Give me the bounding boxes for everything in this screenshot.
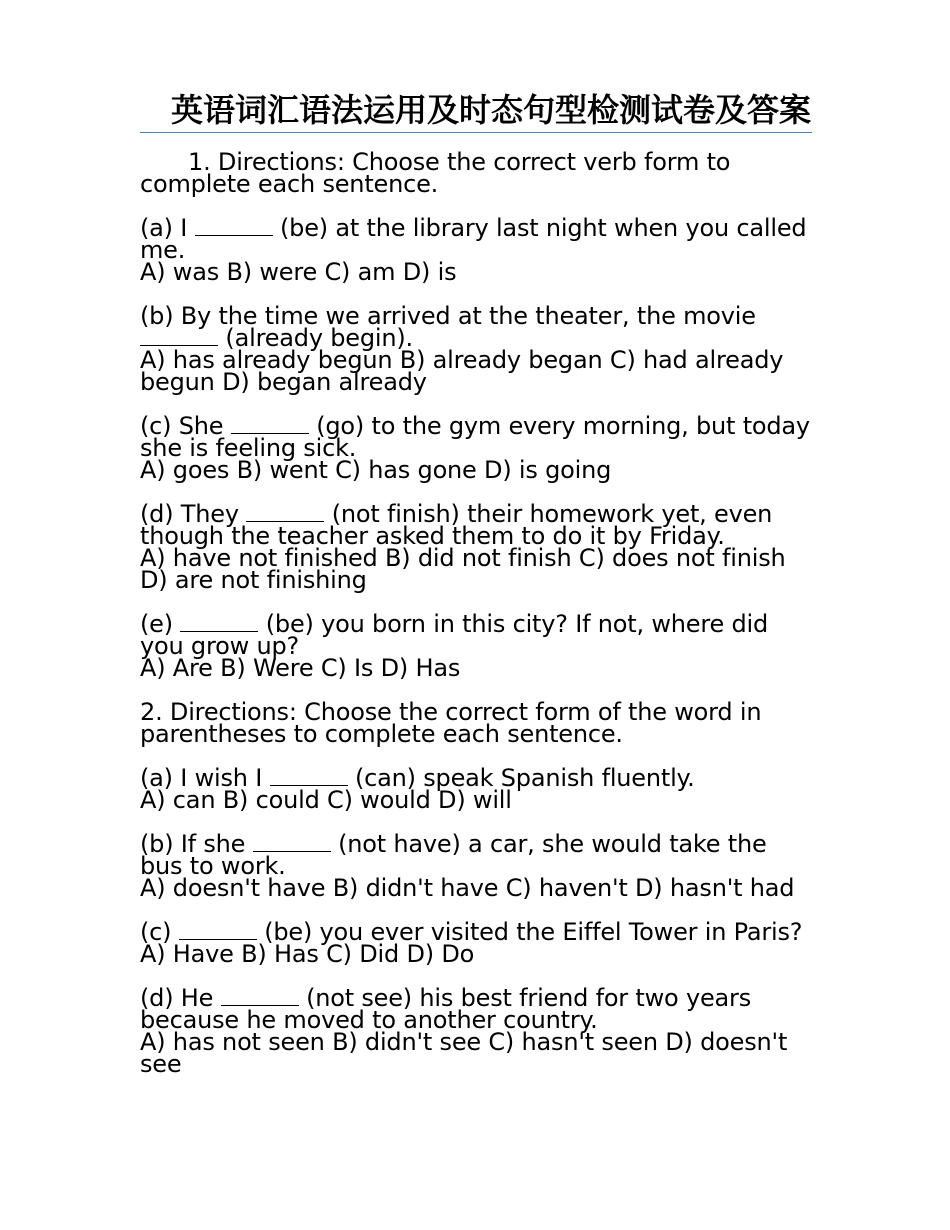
question-stem: (d) He (not see) his best friend for two years because he moved to another country.	[140, 984, 752, 1034]
question-block	[140, 764, 812, 814]
answer-options: A) Are B) Were C) Is D) Has	[140, 654, 461, 682]
question-stem: (e) (be) you born in this city? If not, where did you grow up?	[140, 610, 769, 660]
question-block	[140, 500, 812, 594]
question-block	[140, 918, 812, 968]
question-stem: (c) (be) you ever visited the Eiffel Tower in Paris?	[140, 918, 803, 946]
answer-blank	[140, 329, 218, 346]
question-stem: (c) She (go) to the gym every morning, but today she is feeling sick.	[140, 412, 810, 462]
answer-options: A) has already begun B) already began C) had already begun D) began already	[140, 346, 784, 396]
section2-directions: 2. Directions: Choose the correct form of the word in parentheses to complete each sentence.	[140, 698, 762, 748]
question-block	[140, 984, 812, 1078]
question-block	[140, 214, 812, 286]
section1-directions: 1. Directions: Choose the correct verb form to complete each sentence.	[140, 148, 731, 198]
answer-options: A) goes B) went C) has gone D) is going	[140, 456, 612, 484]
question-block	[140, 302, 812, 396]
answer-blank	[270, 769, 348, 786]
question-stem: (b) If she (not have) a car, she would take the bus to work.	[140, 830, 767, 880]
answer-blank	[179, 923, 257, 940]
answer-options: A) doesn't have B) didn't have C) haven't D) hasn't had	[140, 874, 795, 902]
question-stem: (b) By the time we arrived at the theater, the movie (already begin).	[140, 302, 756, 352]
title-divider	[140, 132, 812, 133]
answer-blank	[253, 835, 331, 852]
question-block	[140, 412, 812, 484]
answer-options: A) Have B) Has C) Did D) Do	[140, 940, 475, 968]
answer-blank	[180, 615, 258, 632]
answer-blank	[231, 417, 309, 434]
answer-blank	[221, 989, 299, 1006]
question-stem: (a) I (be) at the library last night when you called me.	[140, 214, 807, 264]
page-title: 英语词汇语法运用及时态句型检测试卷及答案	[170, 91, 811, 129]
answer-blank	[246, 505, 324, 522]
document-page	[140, 91, 812, 1097]
answer-options: A) was B) were C) am D) is	[140, 258, 457, 286]
question-stem: (d) They (not finish) their homework yet, even though the teacher asked them to do it by Friday.	[140, 500, 773, 550]
question-block	[140, 830, 812, 902]
answer-options: A) has not seen B) didn't see C) hasn't seen D) doesn't see	[140, 1028, 788, 1078]
question-block	[140, 610, 812, 682]
question-stem: (a) I wish I (can) speak Spanish fluently.	[140, 764, 695, 792]
answer-options: A) have not finished B) did not finish C) does not finish D) are not finishing	[140, 544, 786, 594]
answer-blank	[195, 219, 273, 236]
answer-options: A) can B) could C) would D) will	[140, 786, 512, 814]
